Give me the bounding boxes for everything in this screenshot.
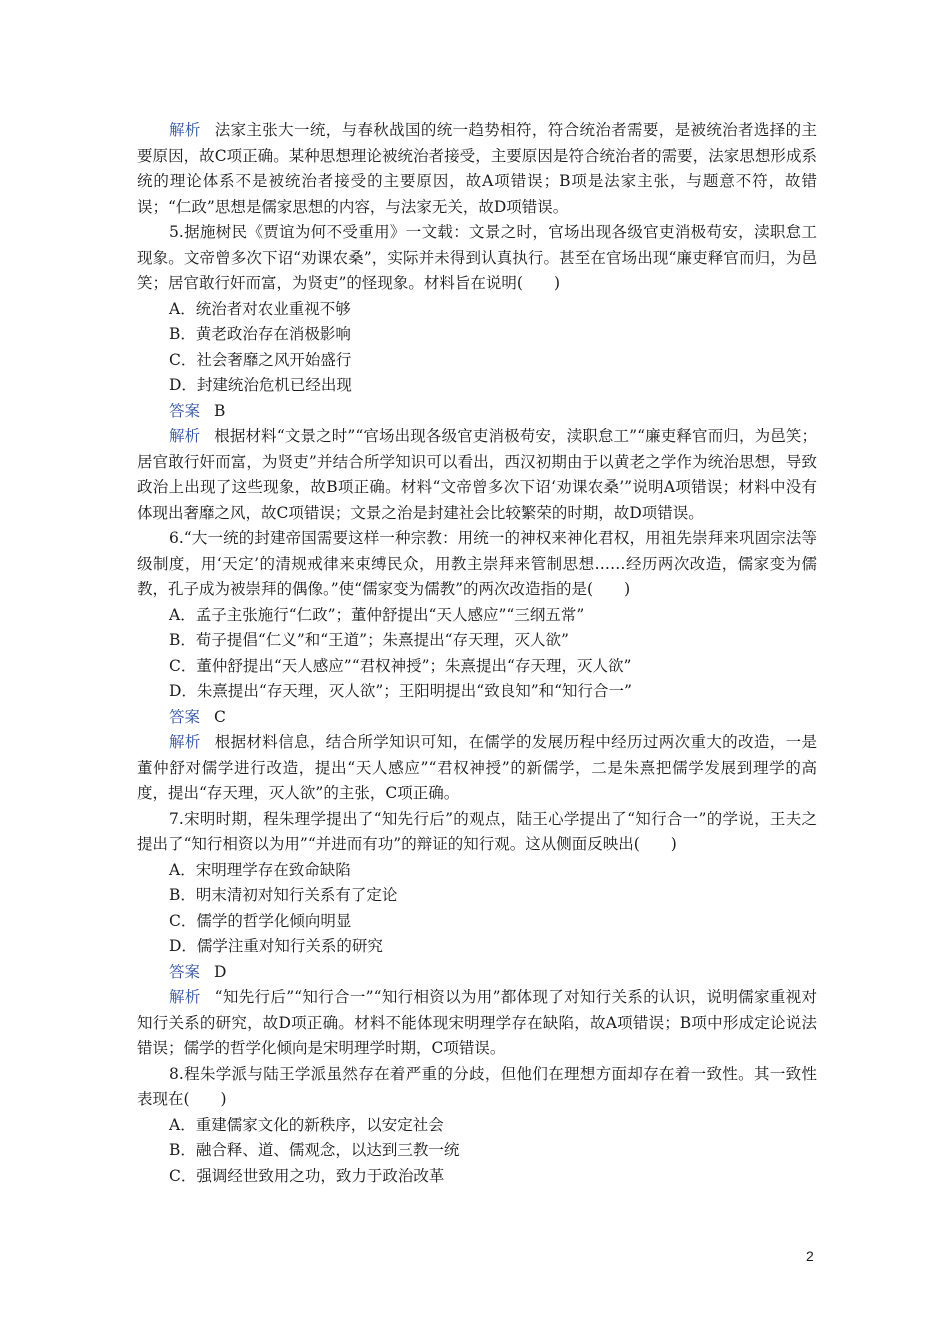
answer-line [137, 399, 817, 425]
question-stem: 5.据施树民《贾谊为何不受重用》一文载：文景之时，官场出现各级官吏消极苟安，渎职怠工现象。文帝曾多次下诏“劝课农桑”，实际并未得到认真执行。甚至在官场出现“廉吏释官而归，为邑笑；居官敢行奸而富，为贤吏”的怪现象。材料旨在说明( ) [137, 223, 817, 292]
page-number: 2 [806, 1248, 814, 1264]
option-line: B．融合释、道、儒观念，以达到三教一统 [169, 1141, 460, 1159]
answer-value: B [214, 401, 226, 420]
analysis-paragraph [137, 424, 817, 526]
option-line: D．朱熹提出“存天理，灭人欲”；王阳明提出“致良知”和“知行合一” [169, 682, 632, 700]
option-line: A．统治者对农业重视不够 [169, 299, 351, 318]
answer-value: C [214, 707, 226, 726]
option-line: D．封建统治危机已经出现 [169, 376, 352, 394]
analysis-label: 解析 [169, 427, 201, 445]
answer-label: 答案 [169, 401, 201, 420]
question-stem: 8.程朱学派与陆王学派虽然存在着严重的分歧，但他们在理想方面却存在着一致性。其一致性表现在( ) [137, 1064, 817, 1108]
analysis-label: 解析 [169, 733, 201, 751]
option-line: C．社会奢靡之风开始盛行 [169, 350, 352, 369]
analysis-text: 根据材料信息，结合所学知识可知，在儒学的发展历程中经历过两次重大的改造，一是董仲舒对儒学进行改造，提出“天人感应”“君权神授”的新儒学，二是朱熹把儒学发展到理学的高度，提出“存天理，灭人欲”的主张，C项正确。 [137, 733, 817, 802]
analysis-label: 解析 [169, 121, 201, 139]
option-line: C．强调经世致用之功，致力于政治改革 [169, 1166, 445, 1185]
analysis-paragraph [137, 730, 817, 807]
option-line: C．董仲舒提出“天人感应”“君权神授”；朱熹提出“存天理，灭人欲” [169, 656, 632, 675]
analysis-text: 根据材料“文景之时”“官场出现各级官吏消极苟安，渎职怠工”“廉吏释官而归，为邑笑；居官敢行奸而富，为贤吏”并结合所学知识可以看出，西汉初期由于以黄老之学作为统治思想，导致政治上出现了这些现象，故B项正确。材料“文帝曾多次下诏‘劝课农桑’”说明A项错误；材料中没有体现出奢靡之风，故C项错误；文景之治是封建社会比较繁荣的时期，故D项错误。 [137, 427, 817, 522]
analysis-paragraph [137, 118, 817, 220]
option-line: B．黄老政治存在消极影响 [169, 325, 351, 343]
option-line: D．儒学注重对知行关系的研究 [169, 937, 383, 955]
answer-label: 答案 [169, 707, 201, 726]
option-line: A．宋明理学存在致命缺陷 [169, 860, 351, 879]
answer-line [137, 960, 817, 986]
option-line: B．明末清初对知行关系有了定论 [169, 886, 398, 904]
answer-label: 答案 [169, 962, 201, 981]
document-body [137, 118, 817, 1189]
option-line: C．儒学的哲学化倾向明显 [169, 911, 352, 930]
option-line: A．孟子主张施行“仁政”；董仲舒提出“天人感应”“三纲五常” [169, 605, 585, 624]
option-line: A．重建儒家文化的新秩序，以安定社会 [169, 1115, 444, 1134]
analysis-text: 法家主张大一统，与春秋战国的统一趋势相符，符合统治者需要，是被统治者选择的主要原因，故C项正确。某种思想理论被统治者接受，主要原因是符合统治者的需要，法家思想形成系统的理论体系不是被统治者接受的主要原因，故A项错误；B项是法家主张，与题意不符，故错误；“仁政”思想是儒家思想的内容，与法家无关，故D项错误。 [137, 121, 817, 216]
answer-value: D [214, 962, 227, 981]
question-stem: 7.宋明时期，程朱理学提出了“知先行后”的观点，陆王心学提出了“知行合一”的学说，王夫之提出了“知行相资以为用”“并进而有功”的辩证的知行观。这从侧面反映出( ) [137, 809, 817, 853]
answer-line [137, 705, 817, 731]
question-stem: 6.“大一统的封建帝国需要这样一种宗教：用统一的神权来神化君权，用祖先崇拜来巩固宗法等级制度，用‘天定’的清规戒律来束缚民众，用教主崇拜来管制思想……经历两次改造，儒家变为儒教，孔子成为被崇拜的偶像。”使“儒家变为儒教”的两次改造指的是( ) [137, 529, 817, 598]
analysis-label: 解析 [169, 988, 201, 1006]
option-line: B．荀子提倡“仁义”和“王道”；朱熹提出“存天理，灭人欲” [169, 631, 569, 649]
analysis-text: “知先行后”“知行合一”“知行相资以为用”都体现了对知行关系的认识，说明儒家重视对知行关系的研究，故D项正确。材料不能体现宋明理学存在缺陷，故A项错误；B项中形成定论说法错误；儒学的哲学化倾向是宋明理学时期，C项错误。 [137, 988, 817, 1057]
analysis-paragraph [137, 985, 817, 1062]
